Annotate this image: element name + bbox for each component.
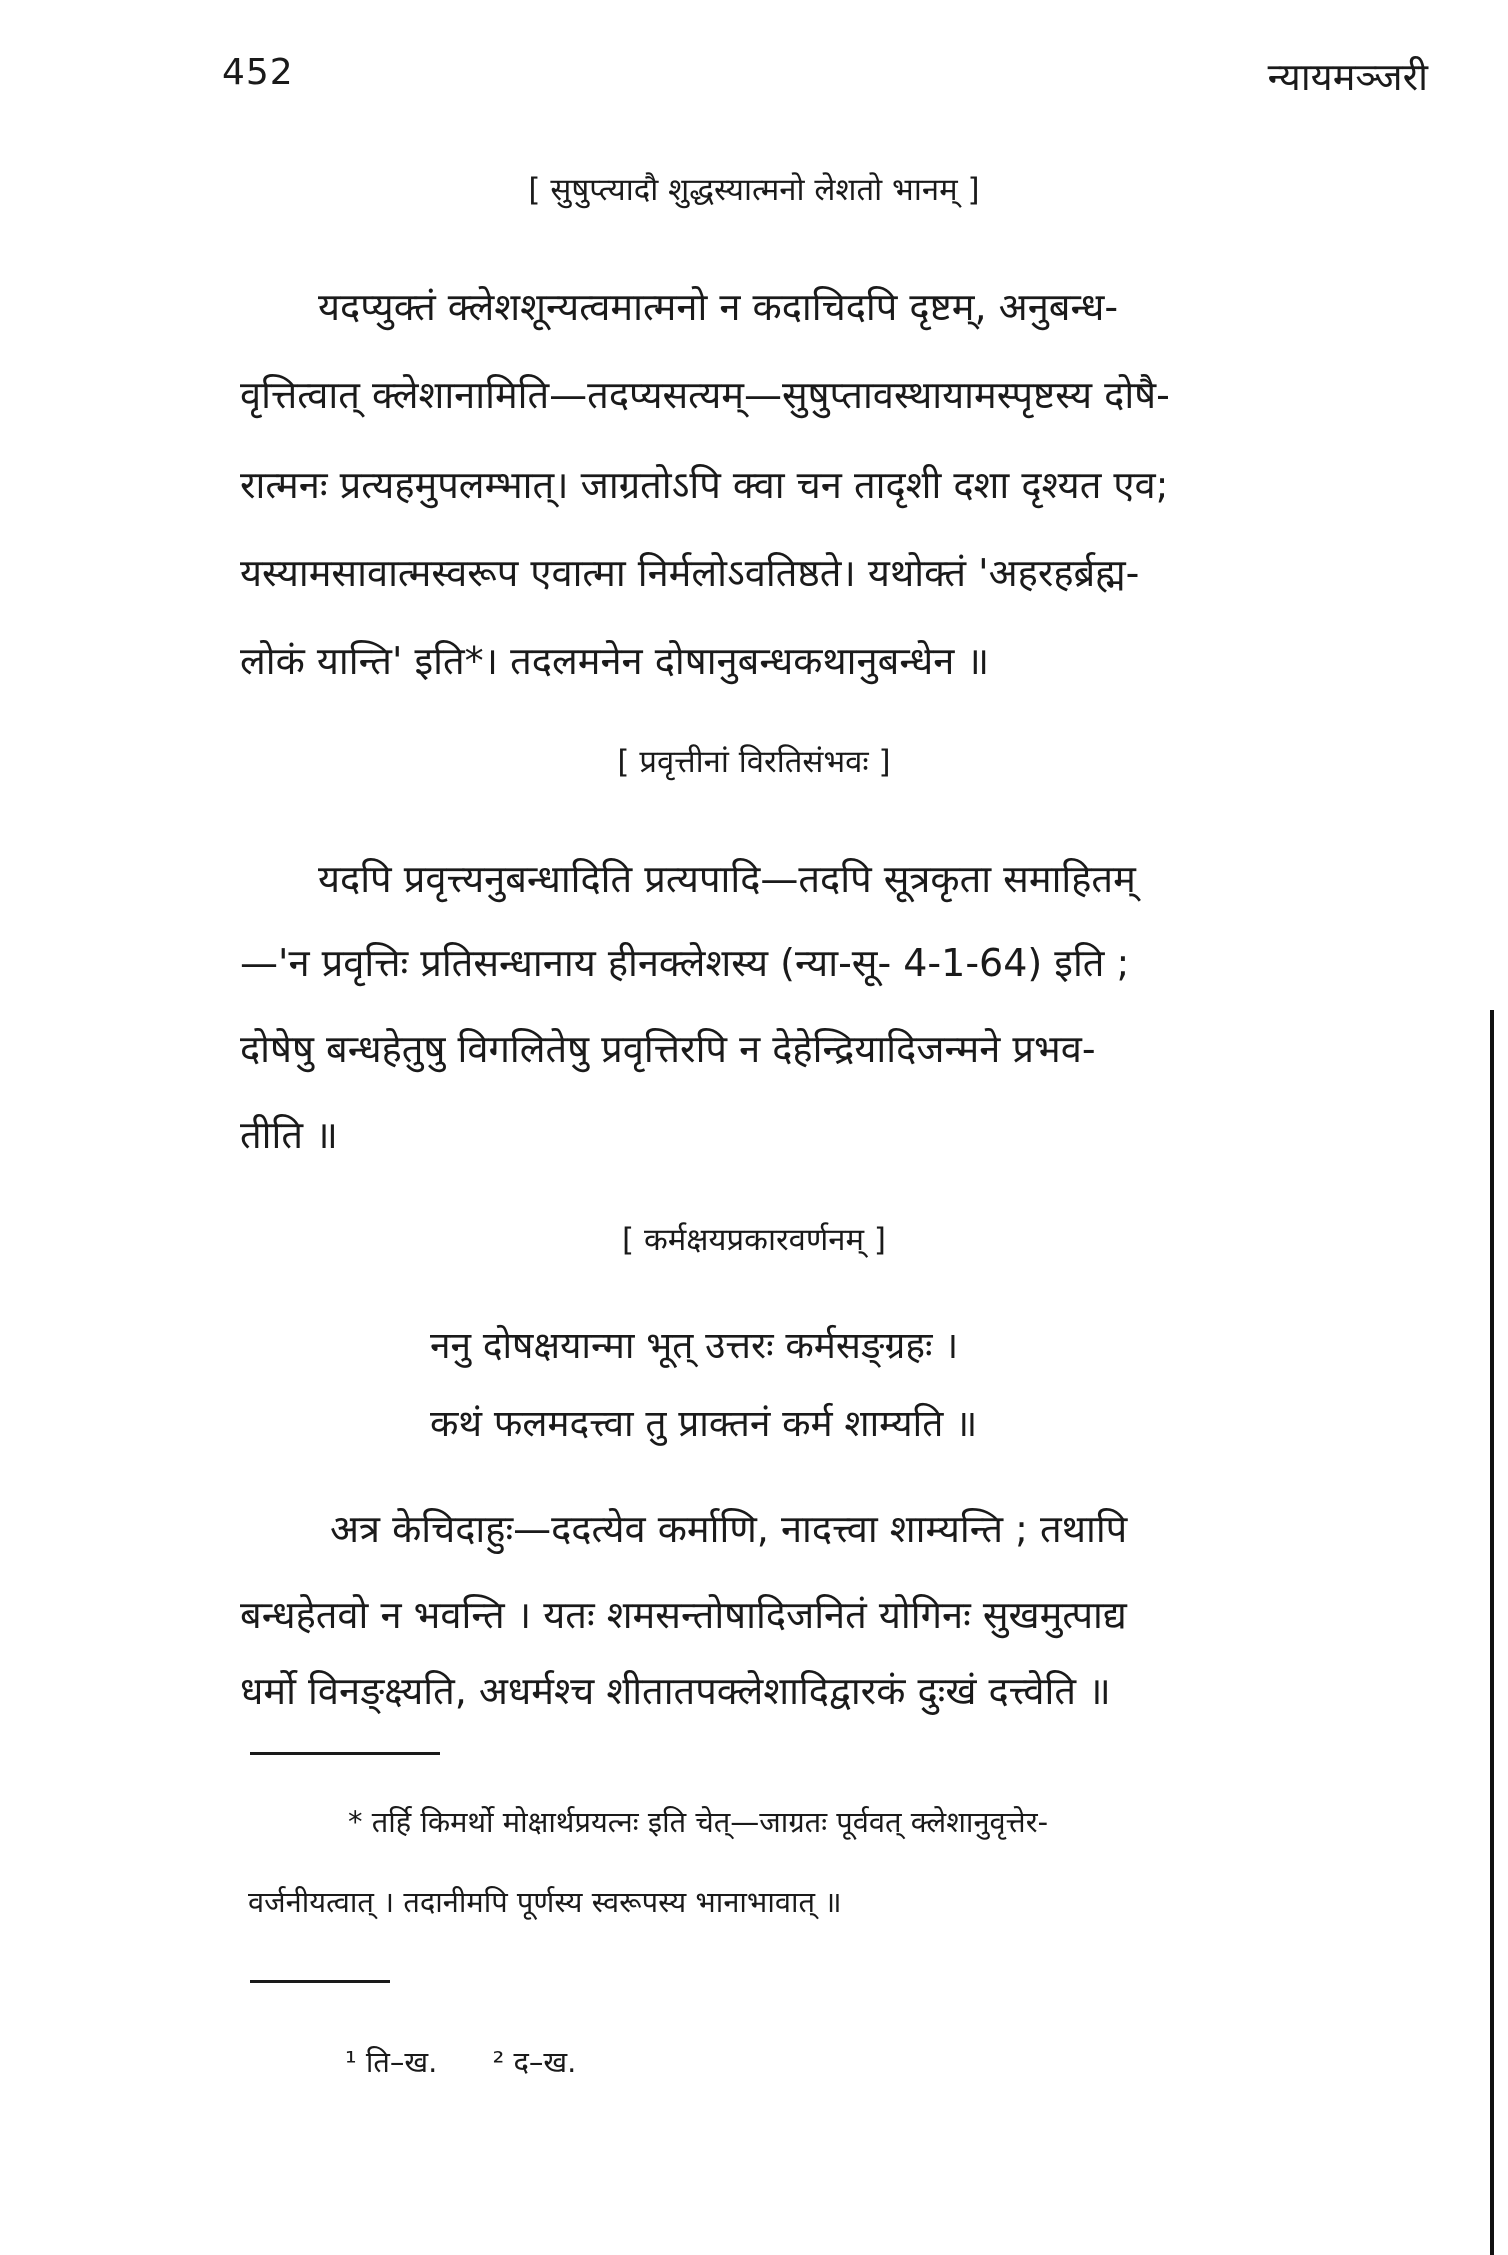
paragraph-line: वृत्तित्वात् क्लेशानामिति—तदप्यसत्यम्—सुषुप्तावस्थायामस्पृष्टस्य दोषै- — [240, 373, 1170, 417]
page-edge-shadow — [1490, 1010, 1494, 2255]
paragraph-line: यस्यामसावात्मस्वरूप एवात्मा निर्मलोऽवतिष्ठते। यथोक्तं 'अहरहर्ब्रह्म- — [240, 551, 1140, 595]
section-heading: [ कर्मक्षयप्रकारवर्णनम् ] — [622, 1222, 886, 1258]
paragraph-line: तीति ॥ — [240, 1113, 338, 1157]
footnote-separator — [250, 1752, 440, 1755]
running-title: न्यायमञ्जरी — [1267, 55, 1428, 99]
paragraph-line: रात्मनः प्रत्यहमुपलम्भात्। जाग्रतोऽपि क्वा चन तादृशी दशा दृश्यत एव; — [240, 463, 1169, 507]
paragraph-line: —'न प्रवृत्तिः प्रतिसन्धानाय हीनक्लेशस्य (न्या-सू- 4-1-64) इति ; — [240, 941, 1130, 985]
paragraph-line: बन्धहेतवो न भवन्ति । यतः शमसन्तोषादिजनितं योगिनः सुखमुत्पाद्य — [240, 1593, 1127, 1637]
variant-readings: ¹ ति–ख. ² द–ख. — [345, 2045, 577, 2079]
footnote-line: * तर्हि किमर्थो मोक्षार्थप्रयत्नः इति चेत्—जाग्रतः पूर्ववत् क्लेशानुवृत्तेर- — [348, 1805, 1049, 1839]
paragraph-line: दोषेषु बन्धहेतुषु विगलितेषु प्रवृत्तिरपि न देहेन्द्रियादिजन्मने प्रभव- — [240, 1027, 1096, 1071]
footnote-separator — [250, 1980, 390, 1983]
verse-line: ननु दोषक्षयान्मा भूत् उत्तरः कर्मसङ्ग्रहः । — [430, 1324, 959, 1367]
paragraph-line: यदप्युक्तं क्लेशशून्यत्वमात्मनो न कदाचिदपि दृष्टम्, अनुबन्ध- — [318, 285, 1119, 329]
page-number: 452 — [222, 52, 294, 93]
footnote-line: वर्जनीयत्वात् । तदानीमपि पूर्णस्य स्वरूपस्य भानाभावात् ॥ — [248, 1885, 842, 1919]
section-heading: [ सुषुप्त्यादौ शुद्धस्यात्मनो लेशतो भानम् ] — [528, 172, 980, 208]
verse-line: कथं फलमदत्त्वा तु प्राक्तनं कर्म शाम्यति ॥ — [430, 1402, 978, 1445]
paragraph-line: यदपि प्रवृत्त्यनुबन्धादिति प्रत्यपादि—तदपि सूत्रकृता समाहितम् — [318, 857, 1136, 901]
section-heading: [ प्रवृत्तीनां विरतिसंभवः ] — [617, 744, 891, 780]
paragraph-line: लोकं यान्ति' इति*। तदलमनेन दोषानुबन्धकथानुबन्धेन ॥ — [240, 639, 990, 683]
paragraph-line: अत्र केचिदाहुः—ददत्येव कर्माणि, नादत्त्वा शाम्यन्ति ; तथापि — [330, 1507, 1128, 1551]
paragraph-line: धर्मो विनङ्क्ष्यति, अधर्मश्च शीतातपक्लेशादिद्वारकं दुःखं दत्त्वेति ॥ — [240, 1669, 1111, 1713]
